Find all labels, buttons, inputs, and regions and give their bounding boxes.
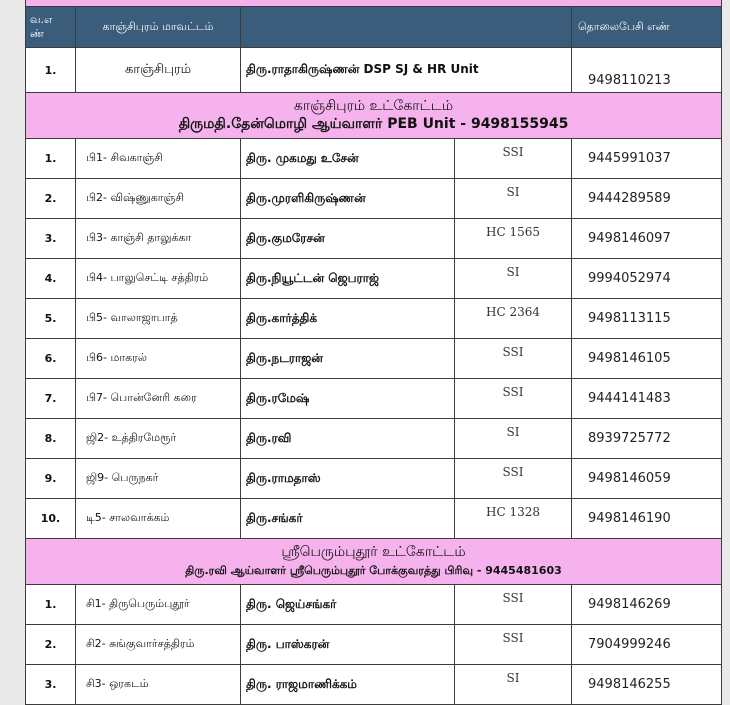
section-subtitle: திரு.ரவி ஆய்வாளர் ஸ்ரீபெரும்புதூர் போக்குவரத்து பிரிவு - 9445481603 (185, 563, 562, 577)
station-cell: ஜி9- பெருநகர் (76, 459, 241, 499)
officer-name-cell: திரு. ஜெய்சங்கர் (241, 585, 455, 625)
station-cell: டி5- சாலவாக்கம் (76, 499, 241, 539)
serial-number-cell: 6. (26, 339, 76, 379)
table-row (26, 499, 722, 539)
table-row (26, 419, 722, 459)
table-row (26, 179, 722, 219)
station-cell: பி2- விஷ்ணுகாஞ்சி (76, 179, 241, 219)
officer-name-cell: திரு.குமரேசன் (241, 219, 455, 259)
officer-name-cell: திரு. ராஜமாணிக்கம் (241, 665, 455, 705)
serial-number-cell: 1. (26, 585, 76, 625)
table-body (26, 0, 722, 705)
rank-cell: SSI (455, 459, 572, 499)
rank-cell: SI (455, 665, 572, 705)
serial-number-cell: 7. (26, 379, 76, 419)
officer-name-cell: திரு.முரளிகிருஷ்ணன் (241, 179, 455, 219)
table-row (26, 625, 722, 665)
rank-cell: SSI (455, 585, 572, 625)
station-cell: பி4- பாலுசெட்டி சத்திரம் (76, 259, 241, 299)
phone-cell: 7904999246 (572, 625, 722, 665)
phone-cell: 9994052974 (572, 259, 722, 299)
serial-number-cell: 2. (26, 179, 76, 219)
district-phone: 9498110213 (572, 48, 722, 93)
phone-cell: 9498146255 (572, 665, 722, 705)
section-title: காஞ்சிபுரம் உட்கோட்டம் (293, 97, 454, 114)
section-title: ஸ்ரீபெரும்புதூர் உட்கோட்டம் (281, 543, 466, 560)
rank-cell: SSI (455, 139, 572, 179)
serial-number-cell: 3. (26, 219, 76, 259)
rank-cell: HC 2364 (455, 299, 572, 339)
section-header-row (26, 93, 722, 139)
section-subtitle: திருமதி.தேன்மொழி ஆய்வாளர் PEB Unit - 9498155945 (178, 115, 569, 132)
phone-cell: 9445991037 (572, 139, 722, 179)
serial-number-cell: 9. (26, 459, 76, 499)
section-header-cell (26, 93, 722, 139)
station-cell: ஜி2- உத்திரமேரூர் (76, 419, 241, 459)
station-cell: பி6- மாகரல் (76, 339, 241, 379)
phone-cell: 9498146097 (572, 219, 722, 259)
header-name (241, 7, 572, 48)
serial-number-cell: 4. (26, 259, 76, 299)
officer-name-cell: திரு.ராமதாஸ் (241, 459, 455, 499)
serial-number-cell: 10. (26, 499, 76, 539)
header-row (26, 7, 722, 48)
officer-name-cell: திரு.சங்கர் (241, 499, 455, 539)
district-station: காஞ்சிபுரம் (76, 48, 241, 93)
station-cell: பி1- சிவகாஞ்சி (76, 139, 241, 179)
serial-number-cell: 5. (26, 299, 76, 339)
officer-name-cell: திரு.நியூட்டன் ஜெபராஜ் (241, 259, 455, 299)
phone-cell: 9498146190 (572, 499, 722, 539)
phone-cell: 8939725772 (572, 419, 722, 459)
serial-number-cell: 2. (26, 625, 76, 665)
phone-cell: 9498146269 (572, 585, 722, 625)
station-cell: பி7- பொன்னேரி கரை (76, 379, 241, 419)
station-cell: சி3- ஒரகடம் (76, 665, 241, 705)
rank-cell: HC 1565 (455, 219, 572, 259)
table-row (26, 459, 722, 499)
phone-cell: 9498113115 (572, 299, 722, 339)
table-row (26, 259, 722, 299)
station-cell: சி2- சுங்குவார்சத்திரம் (76, 625, 241, 665)
station-cell: சி1- திருபெரும்புதூர் (76, 585, 241, 625)
officer-name-cell: திரு.கார்த்திக் (241, 299, 455, 339)
station-cell: பி3- காஞ்சி தாலுக்கா (76, 219, 241, 259)
serial-number-cell: 1. (26, 139, 76, 179)
rank-cell: SI (455, 419, 572, 459)
table-row (26, 219, 722, 259)
serial-number-cell: 8. (26, 419, 76, 459)
station-cell: பி5- வாலாஜாபாத் (76, 299, 241, 339)
officer-name-cell: திரு. பாஸ்கரன் (241, 625, 455, 665)
rank-cell: SSI (455, 379, 572, 419)
header-station: காஞ்சிபுரம் மாவட்டம் (76, 7, 241, 48)
section-header-cell (26, 539, 722, 585)
rank-cell: SSI (455, 625, 572, 665)
rank-cell: SI (455, 179, 572, 219)
phone-cell: 9498146105 (572, 339, 722, 379)
officer-name-cell: திரு.ரவி (241, 419, 455, 459)
phone-cell: 9444141483 (572, 379, 722, 419)
table-row (26, 139, 722, 179)
officer-name-cell: திரு. முகமது உசேன் (241, 139, 455, 179)
section-header-row (26, 539, 722, 585)
header-sno: வ.எ ண் (26, 7, 76, 48)
district-officer: திரு.ராதாகிருஷ்ணன் DSP SJ & HR Unit (241, 48, 572, 93)
header-phone: தொலைபேசி எண் (572, 7, 722, 48)
phone-cell: 9498146059 (572, 459, 722, 499)
rank-cell: SSI (455, 339, 572, 379)
table-row (26, 379, 722, 419)
rank-cell: SI (455, 259, 572, 299)
contact-table (25, 0, 722, 705)
district-sno: 1. (26, 48, 76, 93)
table-row (26, 339, 722, 379)
phone-cell: 9444289589 (572, 179, 722, 219)
rank-cell: HC 1328 (455, 499, 572, 539)
table-row (26, 665, 722, 705)
contact-sheet (25, 0, 721, 705)
serial-number-cell: 3. (26, 665, 76, 705)
district-row (26, 48, 722, 93)
officer-name-cell: திரு.ரமேஷ் (241, 379, 455, 419)
officer-name-cell: திரு.நடராஜன் (241, 339, 455, 379)
table-row (26, 299, 722, 339)
